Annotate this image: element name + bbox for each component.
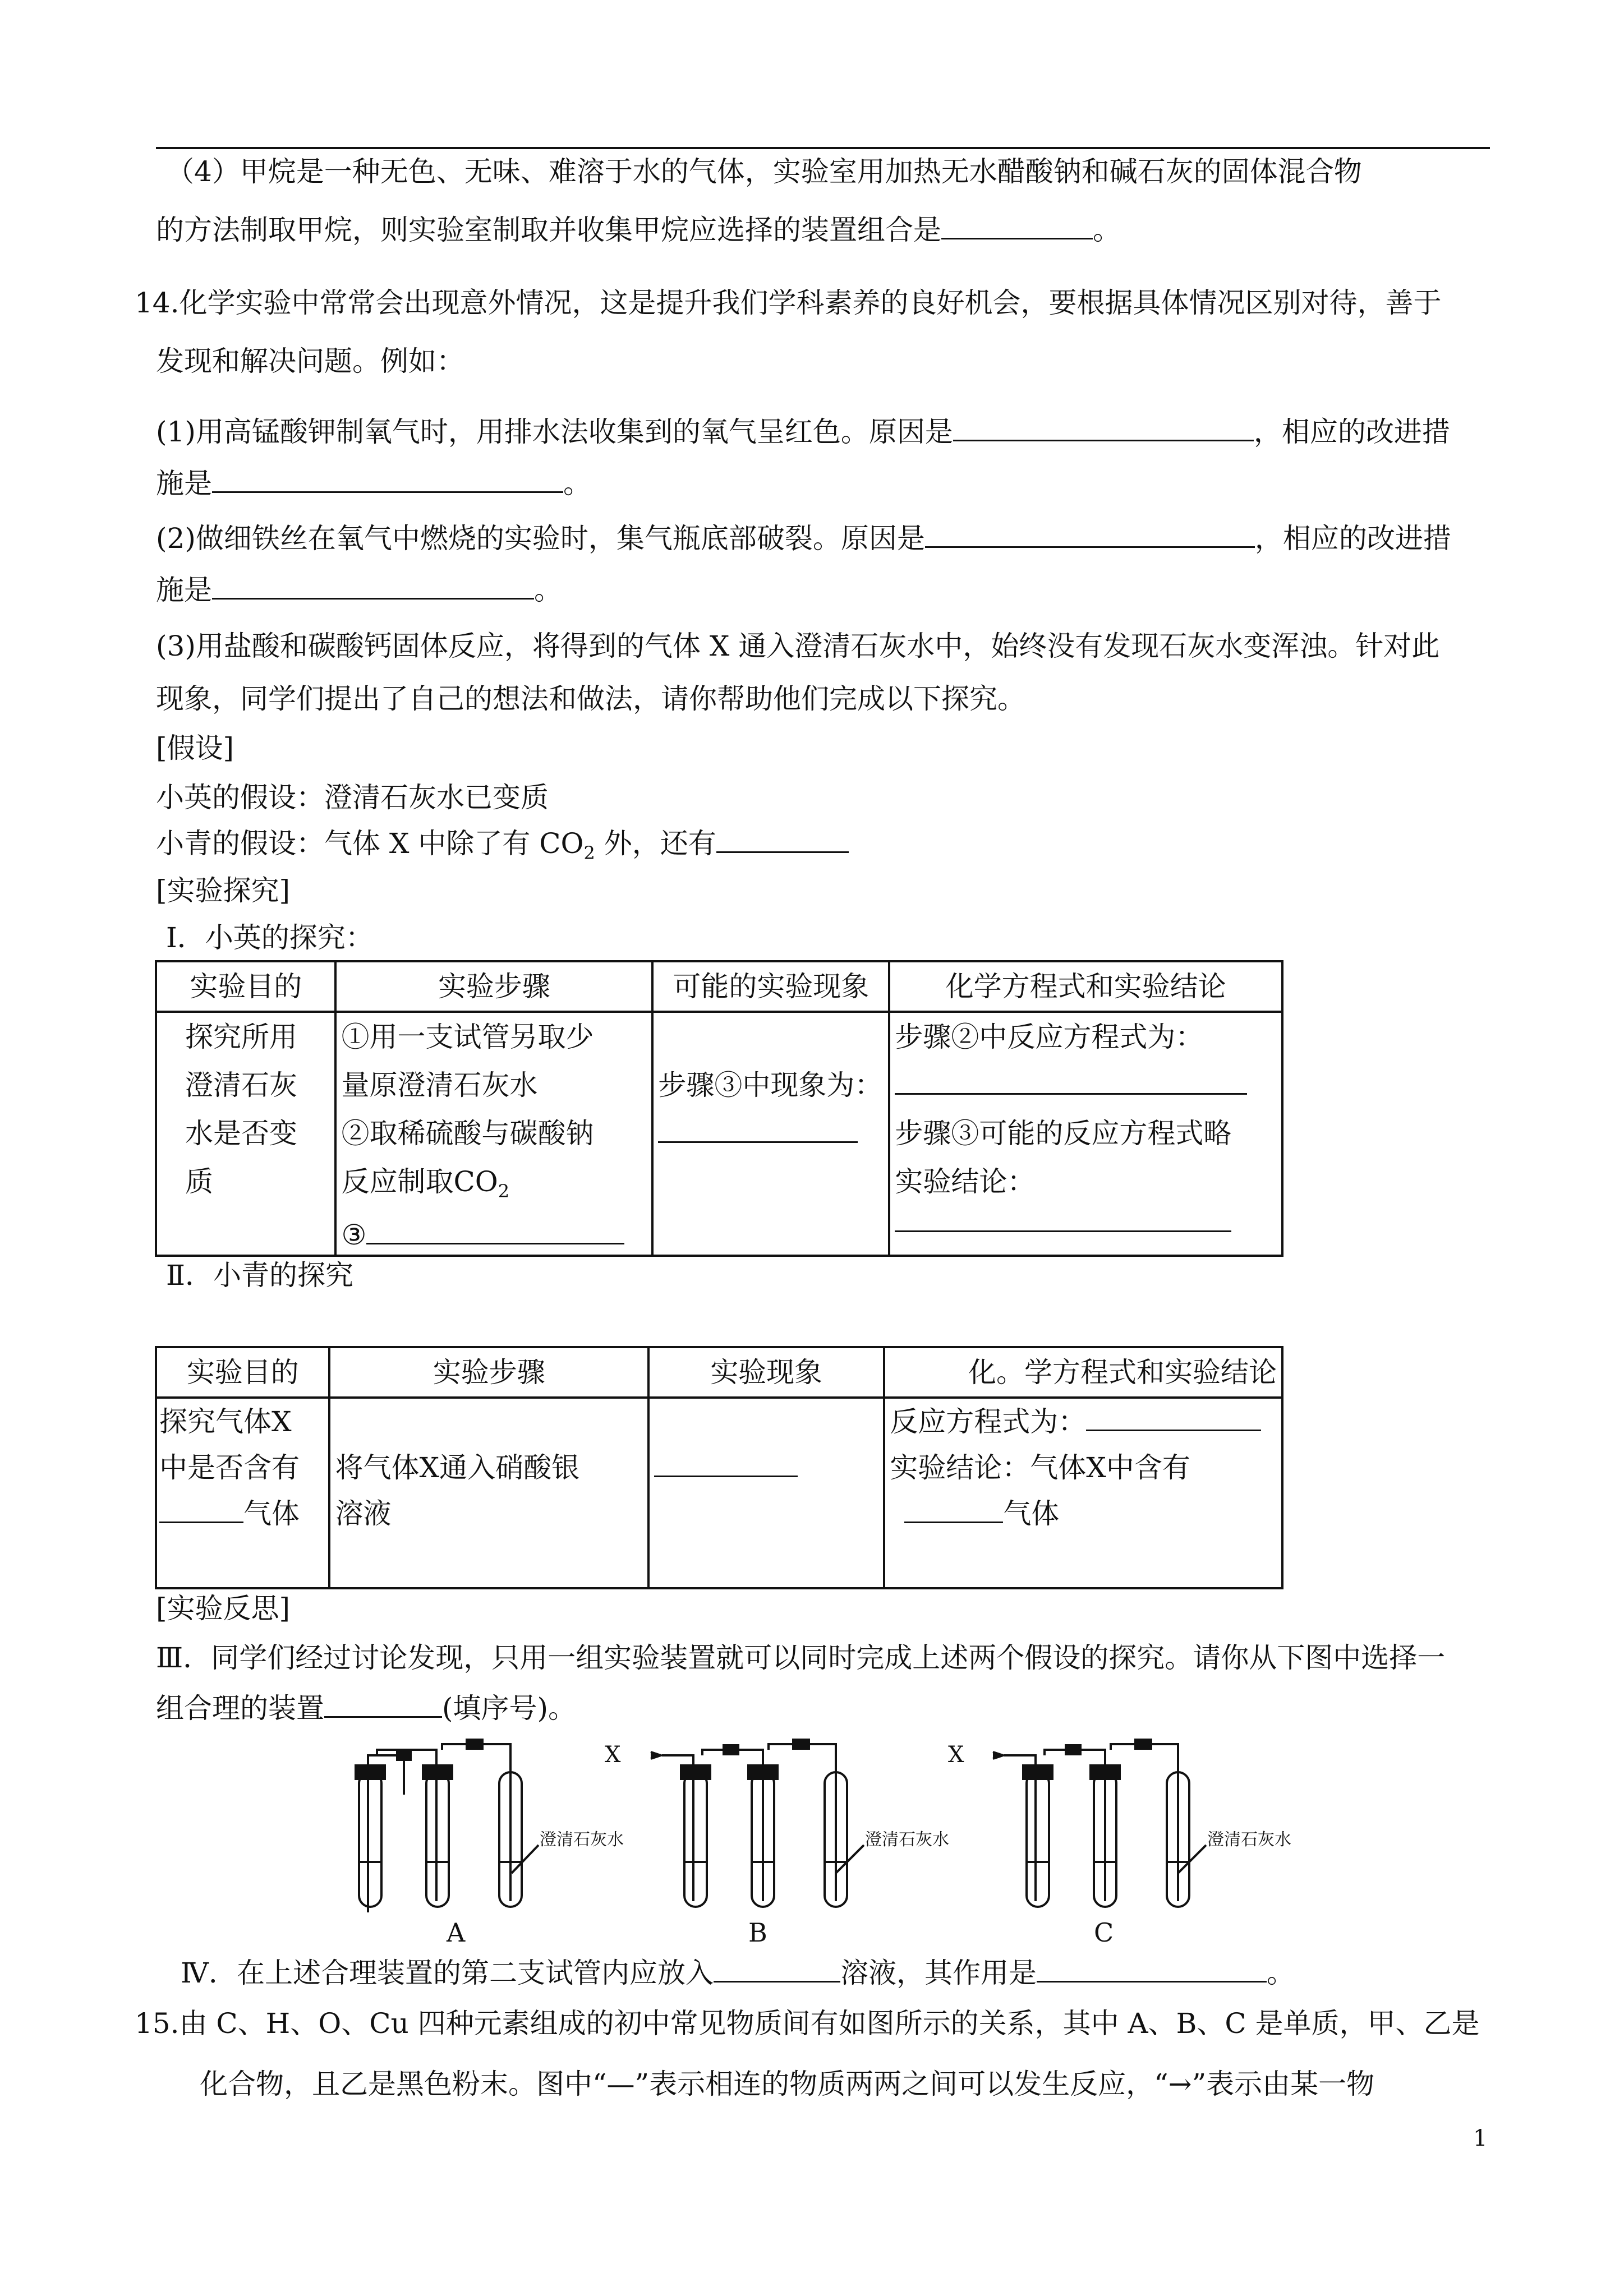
table-header: 实验目的 xyxy=(156,1347,329,1398)
limewater-label-c: 澄清石灰水 xyxy=(1207,1830,1291,1850)
q13-4-line2: 的方法制取甲烷，则实验室制取并收集甲烷应选择的装置组合是 。 xyxy=(156,214,1121,246)
apparatus-b xyxy=(651,1740,864,1907)
q14-part2-line1: (2)做细铁丝在氧气中燃烧的实验时，集气瓶底部破裂。原因是 ，相应的改进措 xyxy=(156,522,1451,555)
phenomenon-cell: 步骤③中现象为： xyxy=(652,1012,889,1256)
answer-blank[interactable] xyxy=(895,1206,1231,1232)
table-header: 可能的实验现象 xyxy=(652,961,889,1012)
answer-blank[interactable] xyxy=(366,1218,624,1244)
answer-blank[interactable] xyxy=(324,1691,442,1718)
option-b-label[interactable]: B xyxy=(748,1917,767,1946)
steps-cell: 将气体X通入硝酸银 溶液 xyxy=(329,1398,648,1588)
xiaoqing-table xyxy=(155,1346,1283,1589)
conclusion-cell: 反应方程式为： 实验结论：气体X中含有 气体 xyxy=(884,1398,1282,1588)
answer-blank[interactable] xyxy=(941,213,1093,239)
part3-line1: Ⅲ．同学们经过讨论发现，只用一组实验装置就可以同时完成上述两个假设的探究。请你从下图中选择一 xyxy=(156,1642,1446,1674)
q14-part2-line2: 施是 。 xyxy=(156,574,562,606)
q14-part1-line2: 施是 。 xyxy=(156,467,591,500)
answer-blank[interactable] xyxy=(654,1451,798,1477)
table-header: 实验目的 xyxy=(156,961,335,1012)
gas-x-label-b: X xyxy=(605,1742,621,1768)
part2-heading: Ⅱ．小青的探究 xyxy=(166,1259,353,1292)
answer-blank[interactable] xyxy=(658,1117,858,1143)
table-header: 实验现象 xyxy=(648,1347,884,1398)
q14-intro-line2: 发现和解决问题。例如： xyxy=(156,345,464,377)
answer-blank[interactable] xyxy=(1037,1956,1267,1983)
page-number: 1 xyxy=(1473,2126,1488,2151)
apparatus-figure xyxy=(337,1733,1481,1946)
apparatus-a xyxy=(356,1740,539,1912)
limewater-label-b: 澄清石灰水 xyxy=(865,1830,949,1850)
part4-line: Ⅳ．在上述合理装置的第二支试管内应放入 溶液，其作用是 。 xyxy=(181,1957,1295,1989)
answer-blank[interactable] xyxy=(714,1956,840,1983)
option-a-label[interactable]: A xyxy=(447,1917,466,1946)
q15-line1: 15.由 C、H、O、Cu 四种元素组成的初中常见物质间有如图所示的关系，其中 A、B、C 是单质，甲、乙是 xyxy=(135,2007,1480,2040)
answer-blank[interactable] xyxy=(953,415,1254,441)
limewater-label-a: 澄清石灰水 xyxy=(540,1830,624,1850)
answer-blank[interactable] xyxy=(1086,1405,1261,1431)
apparatus-c xyxy=(993,1740,1206,1907)
hypothesis-heading: [假设] xyxy=(156,732,234,764)
q14-part3-line1: (3)用盐酸和碳酸钙固体反应，将得到的气体 X 通入澄清石灰水中，始终没有发现石灰水变浑浊。针对此 xyxy=(156,630,1440,662)
steps-cell: ①用一支试管另取少 量原澄清石灰水 ②取稀硫酸与碳酸钠 反应制取$CO_2$ ③ xyxy=(335,1012,652,1256)
option-c-label[interactable]: C xyxy=(1094,1917,1114,1946)
q13-4-line1: （4）甲烷是一种无色、无味、难溶于水的气体，实验室用加热无水醋酸钠和碱石灰的固体混合物 xyxy=(166,155,1362,188)
reflection-heading: [实验反思] xyxy=(156,1592,291,1625)
table-header: 化。学方程式和实验结论 xyxy=(884,1347,1282,1398)
hypothesis-xiaoying: 小英的假设：澄清石灰水已变质 xyxy=(156,781,549,814)
answer-blank[interactable] xyxy=(925,522,1255,548)
answer-blank[interactable] xyxy=(904,1497,1003,1523)
q14-intro-line1: 14.化学实验中常常会出现意外情况，这是提升我们学科素养的良好机会，要根据具体情况区别对待，善于 xyxy=(135,287,1442,319)
gas-x-label-c: X xyxy=(948,1742,964,1768)
q14-part3-line2: 现象，同学们提出了自己的想法和做法，请你帮助他们完成以下探究。 xyxy=(156,683,1025,715)
answer-blank[interactable] xyxy=(212,467,563,493)
hypothesis-xiaoqing: 小青的假设：气体 X 中除了有 $CO_2$ 外，还有 xyxy=(156,826,849,871)
table-header: 实验步骤 xyxy=(335,961,652,1012)
xiaoying-table xyxy=(155,960,1283,1257)
table-header: 实验步骤 xyxy=(329,1347,648,1398)
experiment-heading: [实验探究] xyxy=(156,874,291,907)
answer-blank[interactable] xyxy=(716,827,849,853)
q15-line2: 化合物，且乙是黑色粉末。图中“—”表示相连的物质两两之间可以发生反应，“→”表示由某一物 xyxy=(200,2068,1375,2100)
header-rule xyxy=(156,147,1490,149)
phenomenon-cell xyxy=(648,1398,884,1588)
answer-blank[interactable] xyxy=(895,1068,1247,1095)
q14-part1-line1: (1)用高锰酸钾制氧气时，用排水法收集到的氧气呈红色。原因是 ，相应的改进措 xyxy=(156,416,1450,448)
conclusion-cell: 步骤②中反应方程式为： 步骤③可能的反应方程式略 实验结论： xyxy=(889,1012,1282,1256)
answer-blank[interactable] xyxy=(212,573,534,600)
purpose-cell: 探究气体X 中是否含有 气体 xyxy=(156,1398,329,1588)
part3-line2: 组合理的装置 (填序号)。 xyxy=(156,1692,577,1725)
purpose-cell: 探究所用 澄清石灰 水是否变 质 xyxy=(156,1012,335,1256)
answer-blank[interactable] xyxy=(159,1497,243,1523)
part1-heading: Ⅰ．小英的探究： xyxy=(166,921,374,954)
table-header: 化学方程式和实验结论 xyxy=(889,961,1282,1012)
